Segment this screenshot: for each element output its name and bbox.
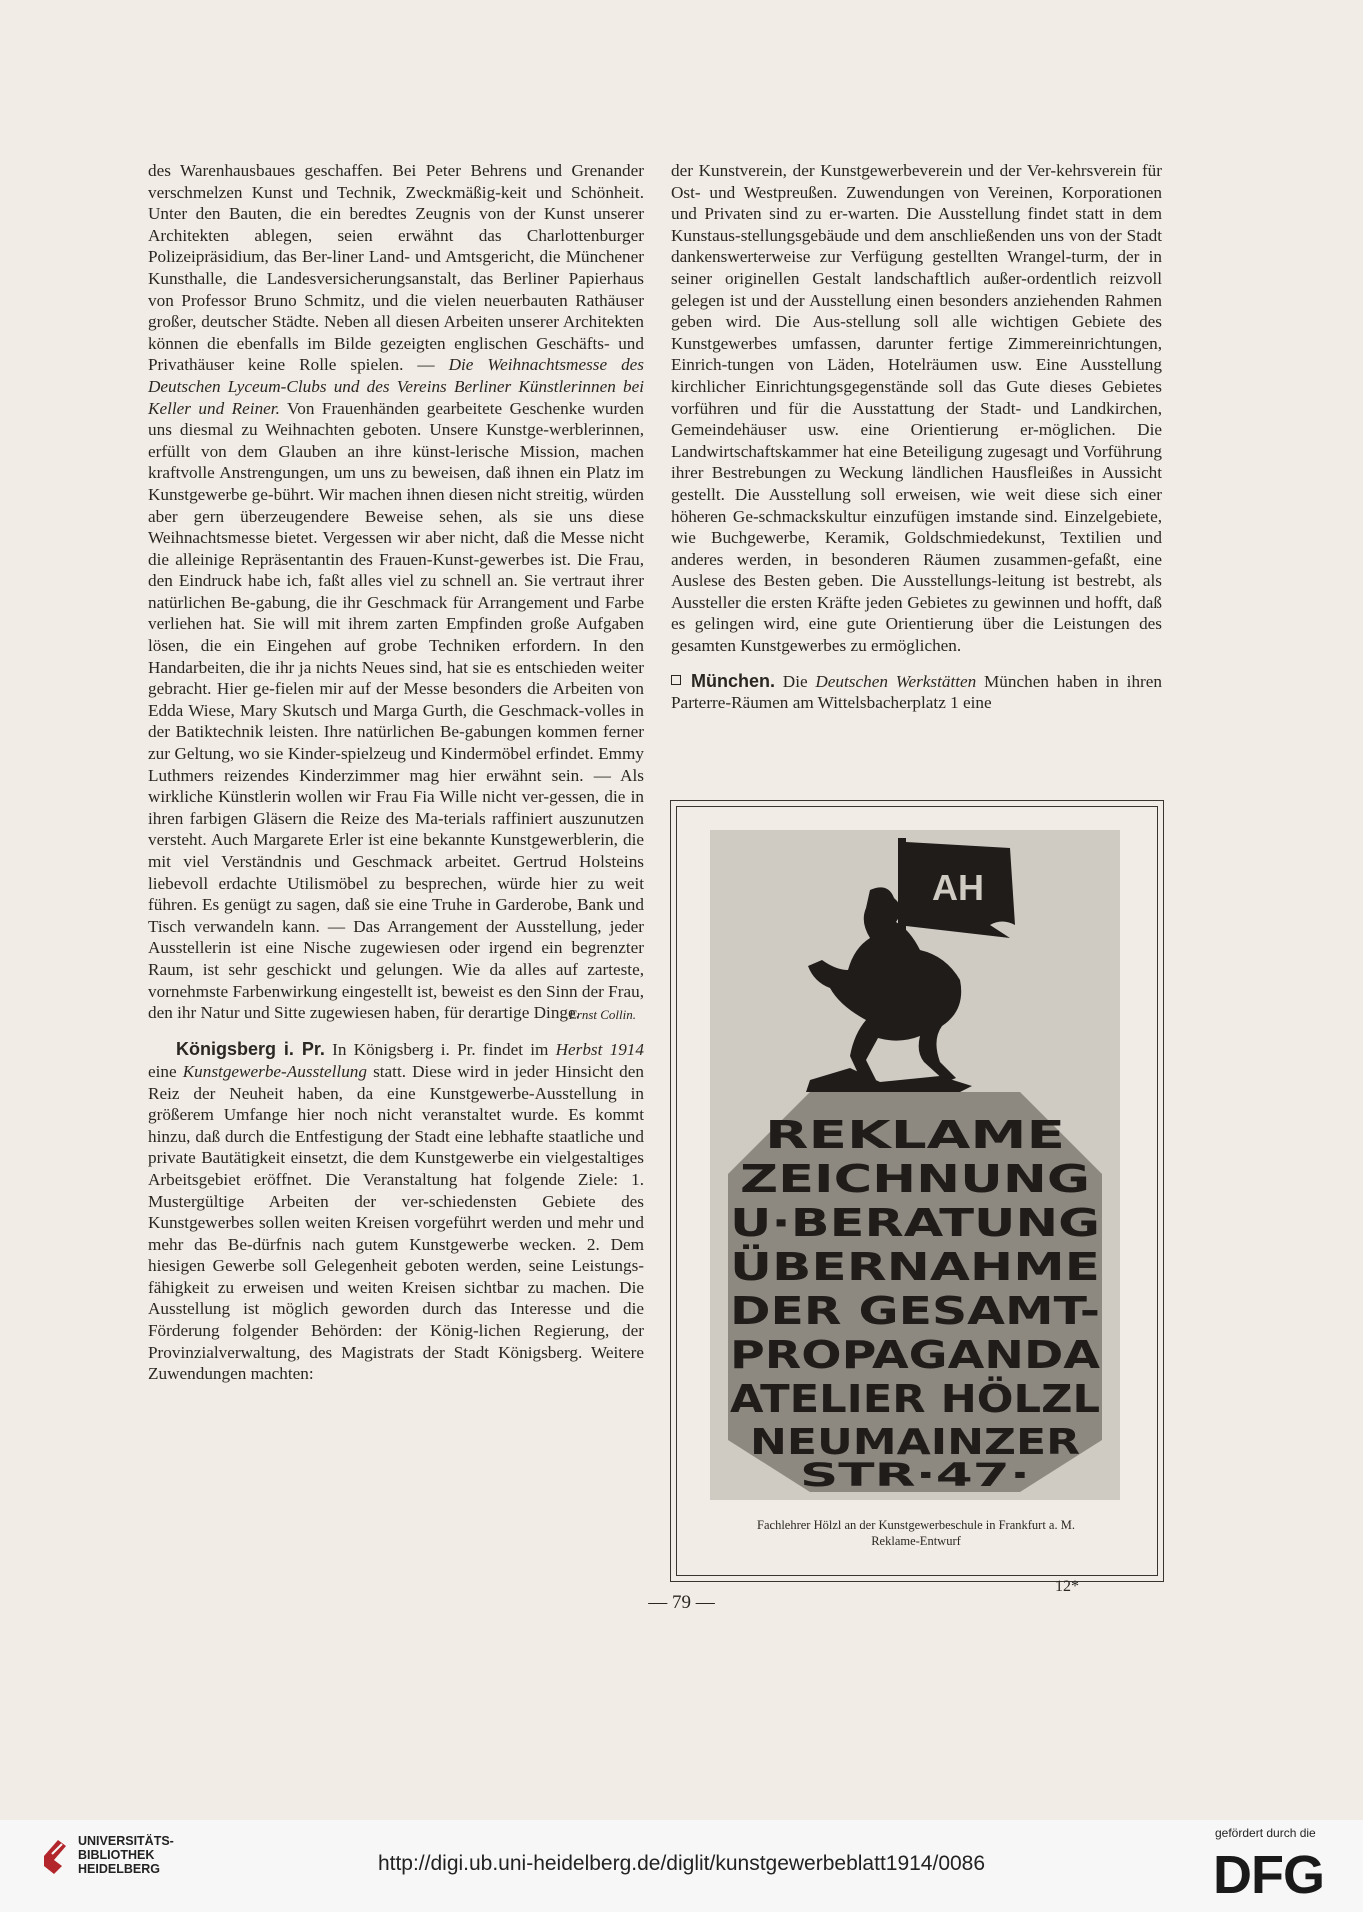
section-heading-koenigsberg: Königsberg i. Pr.: [176, 1039, 325, 1060]
left-column: [148, 160, 644, 1385]
poster-line-9: STR∙47∙: [800, 1456, 1030, 1494]
poster-line-3: U∙BERATUNG: [730, 1201, 1100, 1245]
paragraph-koenigsberg: Königsberg i. Pr. In Königsberg i. Pr. findet im Herbst 1914 eine Kunstgewerbe-Ausstellung statt. Diese wird in jeder Hinsicht den Reiz der Neuheit haben, da eine Kunstgewerbe-Ausstellung in größerem Umfange hier noch nicht veranstaltet wurde. Es kommt hinzu, daß durch die Entfestigung der Stadt eine lebhafte staatliche und private Bautätigkeit einsetzt, die dem Kunstgewerbe ein vielgestaltiges Arbeitsgebiet eröffnet. Die Veranstaltung hat folgende Ziele: 1. Mustergültige Arbeiten der ver-schiedensten Gebiete des Kunstgewerbes sollen weiten Kreisen vorgeführt werden und mehr und mehr das Be-dürfnis nach gutem Kunstgewerbe wecken. 2. Dem hiesigen Gewerbe soll Gelegenheit geboten werden, seine Leistungs-fähigkeit zu erweisen und weiten Kreisen sichtbar zu machen. Die Ausstellung ist möglich geworden durch das Interesse und die Förderung folgender Behörden: der König-lichen Regierung, der Provinzialverwaltung, des Magistrats der Stadt Königsberg. Weitere Zuwendungen machten:: [148, 1039, 644, 1384]
poster-line-4: ÜBERNAHME: [730, 1245, 1100, 1289]
section-bullet-icon: [671, 675, 681, 685]
paragraph-koenigsberg-cont: der Kunstverein, der Kunstgewerbeverein und der Ver-kehrsverein für Ost- und Westpreußen. Zuwendungen von Vereinen, Korporationen und Privaten sind zu er-warten. Die Ausstellung findet statt in dem Kunstaus-stellungsgebäude und dem anschließenden uns von der Stadt dankenswerterweise zur Verfügung gestellten Wrangel-turm, der in seiner originellen Gestalt landschaftlich außer-ordentlich reizvoll gelegen ist und der Ausstellung einen besonders anziehenden Rahmen geben wird. Die Aus-stellung soll alle wichtigen Gebiete des Kunstgewerbes umfassen, darunter fertige Zimmereinrichtungen, Einrich-tungen von Läden, Hotelräumen usw. Eine Ausstellung kirchlicher Einrichtungsgegenstände soll das Gute dieses Gebietes vorführen und für die Ausstattung der Stadt- und Landkirchen, Gemeindehäuser usw. eine Orientierung er-möglichen. Die Landwirtschaftskammer hat eine Beteiligung zugesagt und Vorführung ihrer Bestrebungen zu Weckung ländlichen Hausfleißes in Aussicht gestellt. Die Ausstellung soll erweisen, wie weit diese sich einer höheren Ge-schmackskultur einzufügen imstande sind. Einzelgebiete, wie Buchgewerbe, Keramik, Goldschmiedekunst, Textilien und anderes werden, in besonderen Räumen zusammen-gefaßt, eine Auslese des Besten geben. Die Ausstellungs-leitung ist bestrebt, als Aussteller die ersten Kräfte jeden Gebietes zu gewinnen und hofft, daß es gelingen wird, eine gute Orientierung über die Leistungen des gesamten Kunstgewerbes zu ermöglichen.: [671, 161, 1162, 656]
poster-line-1: REKLAME: [765, 1113, 1065, 1157]
poster-image: [710, 830, 1120, 1500]
printer-signature-mark: 12*: [1055, 1578, 1079, 1595]
poster-text-block: [730, 1113, 1101, 1494]
author-signature: Ernst Collin.: [568, 1006, 636, 1022]
source-url-link[interactable]: http://digi.ub.uni-heidelberg.de/diglit/kunstgewerbeblatt1914/0086: [377, 1852, 986, 1875]
poster-line-5: DER GESAMT-: [730, 1289, 1100, 1333]
italic-title: Die Weihnachtsmesse des Deutschen Lyceum-Clubs und des Vereins Berliner Künstlerinnen bei Keller und Reiner.: [148, 355, 644, 418]
poster-line-6: PROPAGANDA: [730, 1333, 1101, 1377]
right-column: [671, 160, 1162, 714]
paragraph-muenchen: München. Die Deutschen Werkstätten München haben in ihren Parterre-Räumen am Wittelsbacherplatz 1 eine: [671, 670, 1162, 713]
flag-monogram: AH: [932, 867, 984, 908]
figure-caption: [675, 1517, 1157, 1549]
poster-illustration: [710, 830, 1120, 1500]
poster-line-2: ZEICHNUNG: [740, 1157, 1090, 1201]
poster-line-8: NEUMAINZER: [750, 1422, 1080, 1463]
funding-label: gefördert durch die: [1215, 1826, 1316, 1840]
section-heading-muenchen: München.: [691, 670, 775, 691]
dfg-logo: DFG: [1213, 1845, 1324, 1905]
page-number: — 79 —: [648, 1592, 715, 1613]
poster-line-7: ATELIER HÖLZL: [730, 1377, 1100, 1421]
caption-line-1: Fachlehrer Hölzl an der Kunstgewerbeschule in Frankfurt a. M.: [757, 1518, 1075, 1532]
paragraph-berlin: des Warenhausbaues geschaffen. Bei Peter Behrens und Grenander verschmelzen Kunst und Technik, Zweckmäßig-keit und Schönheit. Unter den Bauten, die ein beredtes Zeugnis von der Kunst unserer Architekten ablegen, seien erwähnt das Charlottenburger Polizeipräsidium, das Ber-liner Land- und Amtsgericht, die Münchener Kunsthalle, die Landesversicherungsanstalt, das Berliner Papierhaus von Professor Bruno Schmitz, und die vielen neuerbauten Rathäuser großer, deutscher Städte. Neben all diesen Arbeiten unserer Architekten können die ebenfalls im Bilde gezeigten englischen Geschäfts- und Privathäuser keine Rolle spielen. — Die Weihnachtsmesse des Deutschen Lyceum-Clubs und des Vereins Berliner Künstlerinnen bei Keller und Reiner. Von Frauenhänden gearbeitete Geschenke wurden uns diesmal zu Weihnachten geboten. Unsere Kunstge-werblerinnen, erfüllt von dem Glauben an ihre künst-lerische Mission, machen kraftvolle Anstrengungen, um uns zu beweisen, daß ihnen ein Platz im Kunstgewerbe ge-bührt. Wir machen ihnen diesen nicht streitig, würden aber gern überzeugendere Beweise sehen, als sie uns diese Weihnachtsmesse bietet. Vergessen wir aber nicht, daß die Messe nicht die alleinige Repräsentantin des Frauen-Kunst-gewerbes ist. Die Frau, den Eindruck habe ich, faßt alles viel zu schnell an. Sie vertraut ihrer natürlichen Be-gabung, die ihr Geschmack für Arrangement und Farbe verliehen hat. Sie will mit ihrem zarten Empfinden große Aufgaben lösen, die ein Eingehen auf grobe Techniken erfordern. In den Handarbeiten, die ihr ja nichts Neues sind, hat sie es entschieden weiter gebracht. Hier ge-fielen mir auf der Messe besonders die Arbeiten von Edda Wiese, Mary Skutsch und Marga Gurth, die Geschmack-volles in der Batiktechnik leisten. Ihre natürlichen Be-gabungen kommen ferner zur Geltung, wo sie Kinder-spielzeug und Kindermöbel erfindet. Emmy Luthmers reizendes Kinderzimmer mag hier erwähnt sein. — Als wirkliche Künstlerin wollen wir Frau Fia Wille nicht ver-gessen, die in ihren farbigen Gläsern die Reize des Ma-terials raffiniert auszunutzen versteht. Auch Margarete Erler ist eine bekannte Kunstgewerblerin, die mit viel Verständnis und Geschmack arbeitet. Gertrud Holsteins liebevoll erdachte Utilismöbel zu besprechen, würde hier zu weit führen. Es genügt zu sagen, daß sie eine Truhe in Garderobe, Bank und Tisch verwandeln kann. — Das Arrangement der Ausstellung, jeder Ausstellerin ist eine Nische zugewiesen oder irgend ein begrenzter Raum, ist sehr geschickt und gelungen. Wie da alles auf zarteste, vornehmste Farbenwirkung eingestellt ist, beweist es den Sinn der Frau, den ihr Natur und Sitte zugewiesen haben, für derartige Dinge.: [148, 161, 644, 1023]
caption-line-2: Reklame-Entwurf: [871, 1534, 961, 1548]
university-library-name: UNIVERSITÄTS- BIBLIOTHEK HEIDELBERG: [78, 1834, 174, 1876]
